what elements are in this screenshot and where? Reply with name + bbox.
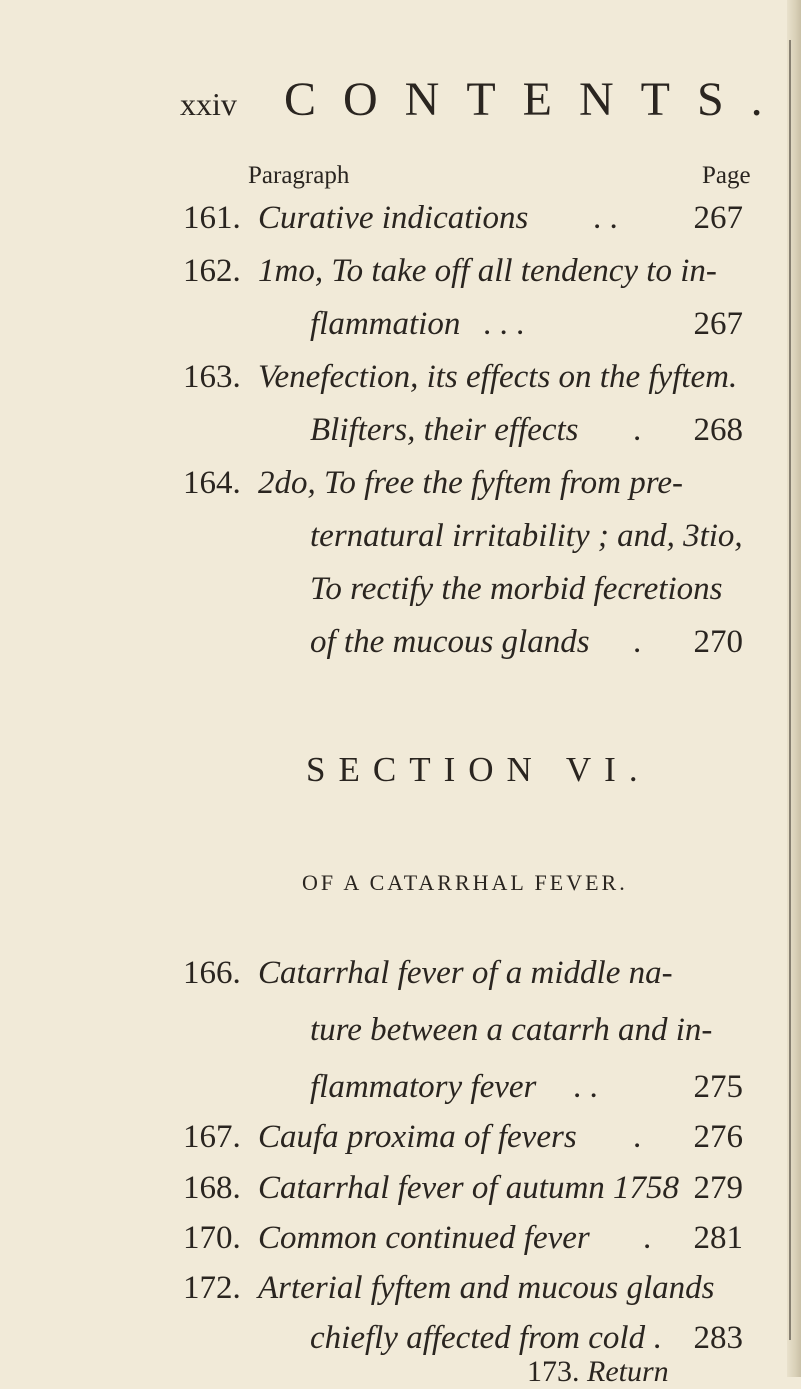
catchword-title: Return — [587, 1355, 669, 1388]
entry-number: 164. — [183, 465, 241, 501]
entry-number: 172. — [183, 1270, 241, 1306]
entry-title-continued: ture between a catarrh and in- — [310, 1012, 713, 1048]
paragraph-column-heading: Paragraph — [248, 162, 350, 189]
entry-title: 1mo, To take off all tendency to in- — [258, 253, 717, 289]
binding-line — [789, 40, 791, 1340]
entry-page: 281 — [693, 1220, 743, 1256]
leader-dots: . — [633, 1119, 642, 1155]
entry-page: 268 — [693, 412, 743, 448]
entry-number: 162. — [183, 253, 241, 289]
leader-dots: . . — [573, 1069, 598, 1105]
entry-title-continued: Blifters, their effects — [310, 412, 579, 448]
leader-dots: . — [653, 1320, 662, 1356]
entry-title: Curative indications — [258, 200, 529, 236]
entry-page: 275 — [693, 1069, 743, 1105]
entry-title: 2do, To free the fyftem from pre- — [258, 465, 683, 501]
entry-page: 267 — [693, 200, 743, 236]
folio-number: xxiv — [180, 86, 237, 122]
entry-number: 163. — [183, 359, 241, 395]
leader-dots: . . . — [483, 306, 525, 342]
entry-number: 161. — [183, 200, 241, 236]
entry-page: 283 — [693, 1320, 743, 1356]
entry-page: 279 — [693, 1170, 743, 1206]
entry-page: 270 — [693, 624, 743, 660]
entry-title: Common continued fever — [258, 1220, 590, 1256]
entry-number: 166. — [183, 955, 241, 991]
running-title: CONTENTS. — [284, 73, 790, 126]
entry-title-continued: chiefly affected from cold — [310, 1320, 646, 1356]
entry-title-continued: ternatural irritability ; and, 3tio, — [310, 518, 743, 554]
leader-dots: . — [633, 624, 642, 660]
entry-page: 276 — [693, 1119, 743, 1155]
catchword — [527, 1355, 669, 1389]
catchword-number: 173. — [527, 1355, 580, 1388]
section-title: SECTION VI. — [306, 750, 651, 789]
leader-dots: . — [633, 412, 642, 448]
entry-title: Catarrhal fever of autumn 1758 — [258, 1170, 680, 1206]
entry-title: Caufa proxima of fevers — [258, 1119, 577, 1155]
page-column-heading: Page — [702, 162, 751, 189]
entry-title-continued: flammation — [310, 306, 461, 342]
entry-number: 168. — [183, 1170, 241, 1206]
entry-number: 170. — [183, 1220, 241, 1256]
entry-title: Catarrhal fever of a middle na- — [258, 955, 673, 991]
leader-dots: . — [643, 1220, 652, 1256]
entry-title-continued: flammatory fever — [310, 1069, 537, 1105]
entry-page: 267 — [693, 306, 743, 342]
entry-title: Arterial fyftem and mucous glands — [258, 1270, 715, 1306]
section-subtitle: OF A CATARRHAL FEVER. — [302, 870, 628, 895]
leader-dots: . . — [593, 200, 618, 236]
entry-title: Venefection, its effects on the fyftem. — [258, 359, 738, 395]
entry-title-continued: of the mucous glands — [310, 624, 590, 660]
entry-title-continued: To rectify the morbid fecretions — [310, 571, 723, 607]
entry-number: 167. — [183, 1119, 241, 1155]
